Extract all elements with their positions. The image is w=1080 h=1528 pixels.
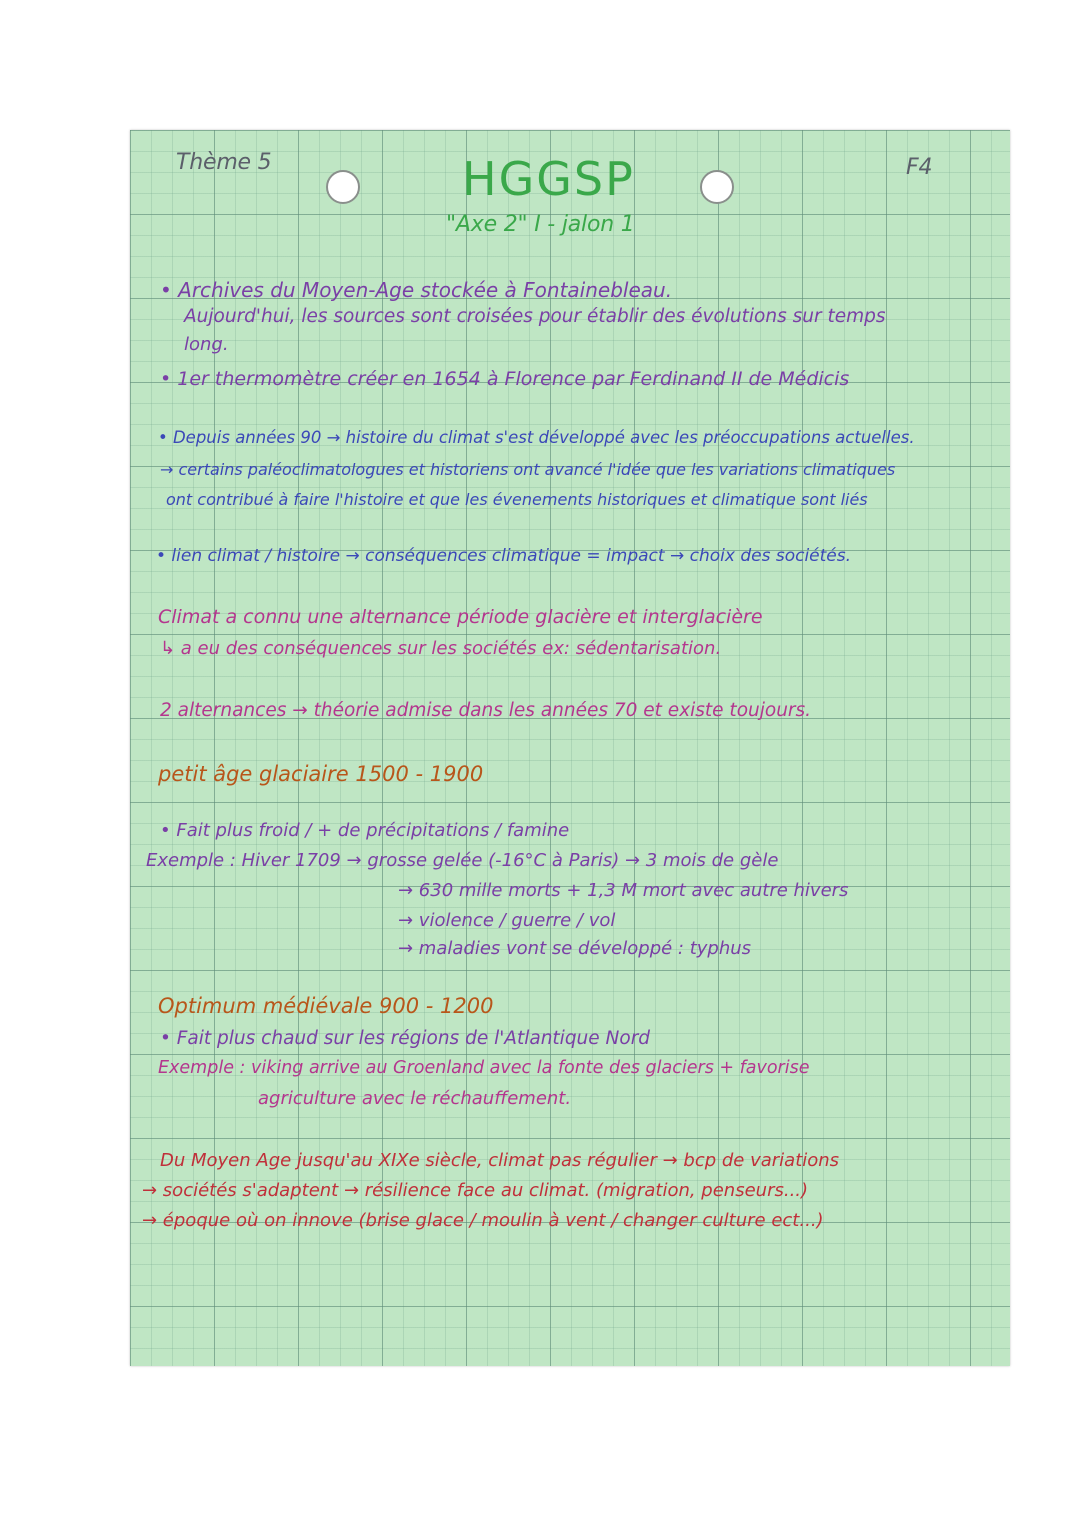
text-line: 2 alternances → théorie admise dans les années 70 et existe toujours. — [160, 700, 812, 721]
text-line: Exemple : Hiver 1709 → grosse gelée (-16°C à Paris) → 3 mois de gèle — [146, 850, 779, 871]
text-line: • 1er thermomètre créer en 1654 à Florence par Ferdinand II de Médicis — [160, 368, 850, 390]
section-heading: petit âge glaciaire 1500 - 1900 — [158, 762, 484, 786]
text-line: • Fait plus chaud sur les régions de l'Atlantique Nord — [160, 1028, 651, 1049]
text-line: → 630 mille morts + 1,3 M mort avec autre hivers — [398, 880, 849, 901]
theme-label: Thème 5 — [176, 150, 272, 175]
binder-hole-right — [700, 170, 734, 204]
subtitle: "Axe 2" I - jalon 1 — [446, 212, 635, 237]
page-title: HGGSP — [462, 152, 635, 206]
page-number: F4 — [906, 155, 933, 180]
text-line: Du Moyen Age jusqu'au XIXe siècle, climat pas régulier → bcp de variations — [160, 1150, 840, 1171]
text-line: agriculture avec le réchauffement. — [258, 1088, 572, 1109]
binder-hole-left — [326, 170, 360, 204]
text-line: • Archives du Moyen-Age stockée à Fontainebleau. — [160, 278, 673, 302]
text-line: long. — [184, 334, 229, 355]
text-line: Aujourd'hui, les sources sont croisées pour établir des évolutions sur temps — [184, 306, 886, 327]
text-line: Climat a connu une alternance période glacière et interglacière — [158, 606, 763, 628]
text-line: ont contribué à faire l'histoire et que les évenements historiques et climatique sont liés — [166, 490, 868, 509]
text-line: → époque où on innove (brise glace / moulin à vent / changer culture ect...) — [142, 1210, 824, 1231]
text-line: → sociétés s'adaptent → résilience face au climat. (migration, penseurs...) — [142, 1180, 809, 1201]
text-line: • lien climat / histoire → conséquences climatique = impact → choix des sociétés. — [156, 546, 852, 566]
text-line: • Fait plus froid / + de précipitations / famine — [160, 820, 570, 841]
text-line: → maladies vont se développé : typhus — [398, 938, 752, 959]
text-line: Exemple : viking arrive au Groenland avec la fonte des glaciers + favorise — [158, 1058, 810, 1078]
text-line: • Depuis années 90 → histoire du climat s'est développé avec les préoccupations actuelles. — [158, 428, 915, 447]
text-line: → certains paléoclimatologues et historiens ont avancé l'idée que les variations climatiques — [160, 460, 896, 479]
section-heading: Optimum médiévale 900 - 1200 — [158, 994, 494, 1018]
text-line: ↳ a eu des conséquences sur les sociétés ex: sédentarisation. — [160, 638, 722, 659]
text-line: → violence / guerre / vol — [398, 910, 616, 931]
